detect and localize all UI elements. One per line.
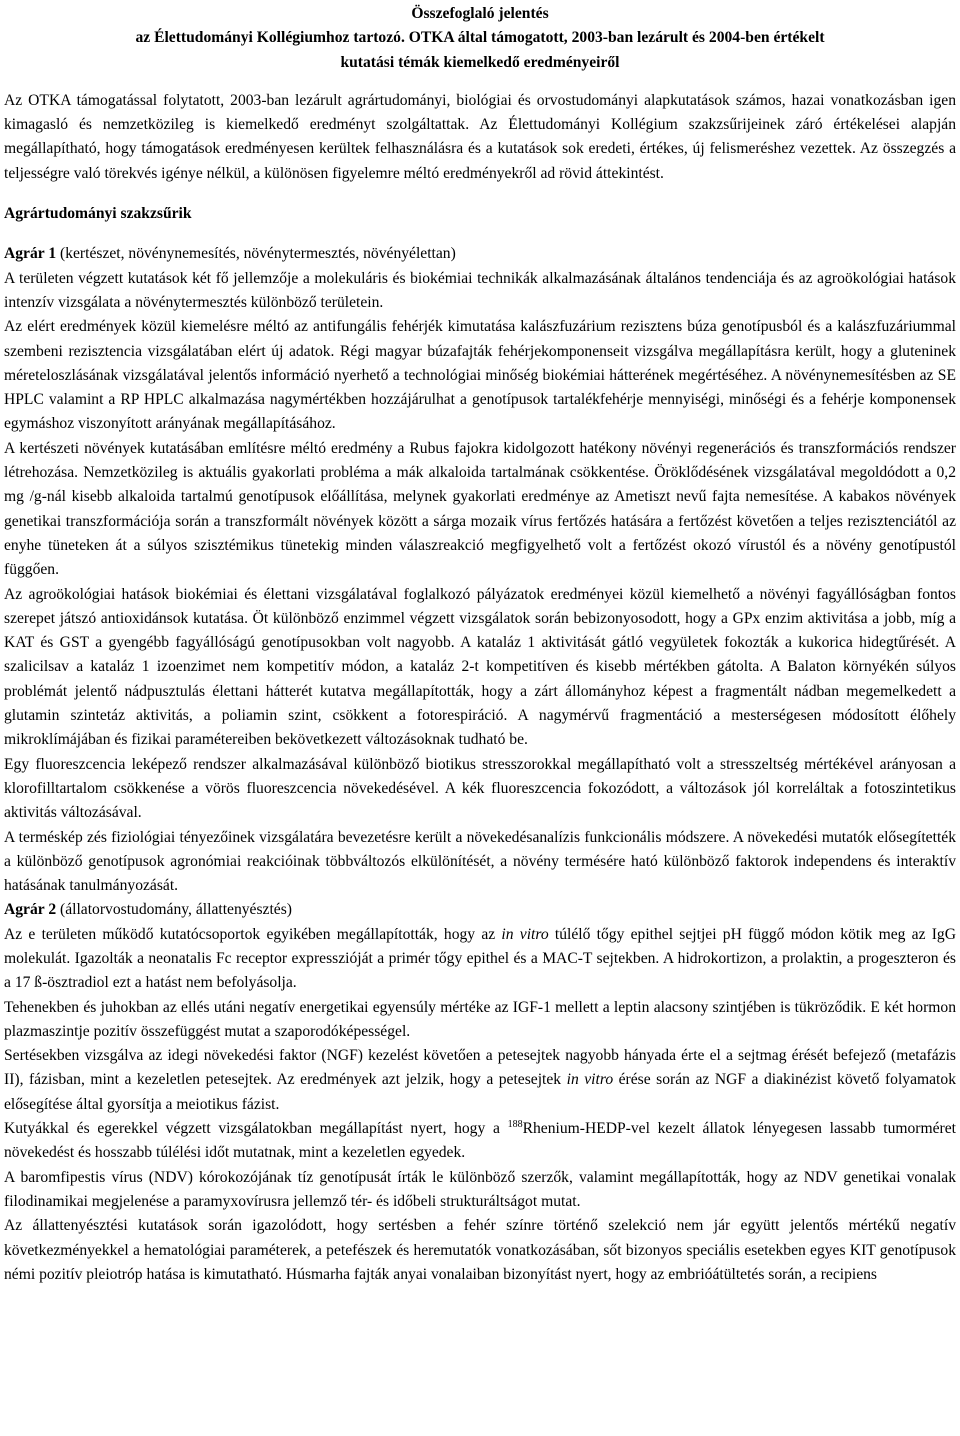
agrar-2-paragraph-5: A baromfipestis vírus (NDV) kórokozójának tíz genotípusát írták le különböző szerzők, valamint megállapították, hogy az NDV genetikai vonalak filodinamikai megjelenése a paramyxovírusra jellemző tér- és időbeli strukturáltságot mutat. — [4, 1168, 956, 1210]
agrar-1-paragraph-2: Az elért eredmények közül kiemelésre méltó az antifungális fehérjék kimutatása kalászfuzárium rezisztens búza genotípusból és a kalászfuzáriummal szembeni rezisztencia vizsgálatában elért új adatok. Régi magyar búzafajták fehérjekomponenseit vizsgálva megállapításra került, hogy a gluteninek méreteloszlásának vizsgálatával jelentős információ nyerhető a technológiai minőség biokémiai hátterének megértéséhez. A növénynemesítésben az SE HPLC valamint a RP HPLC alkalmazása nagymértékben hozzájárulhat a genotípusok tartalékfehérje mennyiségi, minőségi és a fehérje komponensek egymáshoz viszonyított arányának megállapításához. — [4, 318, 956, 433]
agrar-2-p1-text-b: túlélő tőgy epithel sejtjei pH függő módon kötik meg az IgG molekulát. Igazolták a neonatalis Fc receptor expresszióját a primér tőgy epithel és a MAC-T sejtekben. A hidrokortizon, a prolaktin, a progeszteron és a 17 ß-ösztradiol ezt a hatást nem befolyásolja. — [4, 925, 956, 992]
agrar-2-paragraph-3 — [4, 1044, 956, 1117]
agrar-2-p1-italic: in vitro — [501, 925, 549, 943]
agrar-2-paragraph-2: Tehenekben és juhokban az ellés utáni negatív energetikai egyensúly mértéke az IGF-1 mellett a leptin alacsony szintjében is tükröződik. E két hormon plazmaszintje pozitív összefüggést mutat a szaporodóképességel. — [4, 998, 956, 1040]
agrar-2-p4-text-a: Kutyákkal és egerekkel végzett vizsgálatokban megállapítást nyert, hogy a — [4, 1120, 508, 1138]
agrar-1-label: Agrár 1 — [4, 245, 57, 263]
agrar-2-p3-text-b: érése során az NGF a diakinézist követő folyamatok elősegítése által gyorsítja a meiotikus fázist. — [4, 1071, 956, 1113]
agrar-2-heading — [4, 898, 956, 922]
intro-sentence-2: Az Élettudományi Kollégium szakzsűrijeinek záró értékelései alapján megállapítható, hogy támogatások eredményesen kerültek felhasználásra és a kutatások sok eredeti, értékes, új felismeréshez vezettek. — [4, 116, 956, 158]
agrar-1-paragraph-4: Az agroökológiai hatások biokémiai és élettani vizsgálatával foglalkozó pályázatok eredményei közül kiemelhető a növényi fagyállóságban fontos szerepet játszó antioxidánsok kutatása. Öt különböző enzimmel végzett vizsgálatok során bebizonyosodott, hogy a GPx enzim aktivitása a jobb, míg a KAT és GST a gyengébb fagyállóságú genotípusokban volt nagyobb. A kataláz 1 aktivitását gátló vegyületek fokozták a kukorica hidegtűrését. A szalicilsav a kataláz 1 izoenzimet nem kompetitív módon, a kataláz 2-t kompetitíven és kisebb mértékben gátolta. A Balaton környékén súlyos problémát jelentő nádpusztulás élettani hátterét kutatva megállapították, hogy a zárt állományhoz képest a fragmentált nádban megemelkedett a glutamin szintetáz aktivitás, a poliamin szint, csökkent a fotorespiráció. A nagymérvű fragmentáció a mesterségesen módosított élőhely mikroklímájában és fizikai paramétereiben bekövetkezett változásoknak tudható be. — [4, 585, 956, 749]
intro-sentence-3: Az összegzés a teljességre való törekvés igénye nélkül, a különösen figyelemre méltó eredményekről ad rövid áttekintést. — [4, 140, 956, 182]
intro-sentence-1: Az OTKA támogatással folytatott, 2003-ban lezárult agrártudományi, biológiai és orvostudományi alapkutatások számos, hazai vonatkozásban igen kimagasló és nemzetközileg is kiemelkedő eredményt szolgáltattak. — [4, 91, 956, 134]
agrar-1-paragraph-6: A terméskép zés fiziológiai tényezőinek vizsgálatára bevezetésre került a növekedésanalízis funkcionális módszere. A növekedési mutatók elősegítették a különböző genotípusok agronómiai reakcióinak többváltozós elkülönítését, a növény termésére ható különböző faktorok independens és interaktív hatásának tanulmányozását. — [4, 828, 956, 895]
agrar-2-p3-italic: in vitro — [566, 1071, 614, 1089]
agrar-2-scope: (állatorvostudomány, állattenyésztés) — [56, 901, 292, 919]
report-title — [4, 2, 956, 75]
agrar-2-paragraph-6: Az állattenyésztési kutatások során igazolódott, hogy sertésben a fehér színre történő szelekció nem jár együtt jelentős mértékű negatív következményekkel a hematológiai paraméterek, a petefészek és heremutatók vonatkozásában, sőt bizonyos speciális esetekben egyes KIT genotípusok némi pozitív pleiotróp hatása is kimutatható. Húsmarha fajták anyai vonalaiban bizonyítást nyert, hogy az embrióátültetés során, a recipiens — [4, 1217, 956, 1283]
agrar-2-paragraph-4 — [4, 1117, 956, 1166]
agrar-2-label: Agrár 2 — [4, 901, 57, 919]
agrar-2-p4-text-b: Rhenium-HEDP-vel kezelt állatok lényegesen lassabb tumorméret növekedést és hosszabb túlélési időt mutatnak, mint a kezeletlen egyedek. — [4, 1120, 956, 1162]
section-heading: Agrártudományi szakzsűrik — [4, 205, 192, 223]
agrar-2-paragraph-1 — [4, 923, 956, 996]
report-title-line-3: kutatási témák kiemelkedő eredményeiről — [340, 53, 620, 71]
intro-paragraph — [4, 89, 956, 186]
report-title-line-2: az Élettudományi Kollégiumhoz tartozó. OTKA által támogatott, 2003-ban lezárult és 2004-ben értékelt — [135, 29, 825, 47]
agrar-1-paragraph-5: Egy fluoreszcencia leképező rendszer alkalmazásával különböző biotikus stresszorokkal megállapítható volt a stresszeltség mértékével arányosan a klorofilltartalom csökkenése a vörös fluoreszcencia növekedésével. A kék fluoreszcencia fokozódott, a változások jól korreláltak a fotoszintetikus aktivitás változásával. — [4, 755, 956, 822]
agrar-1-scope: (kertészet, növénynemesítés, növénytermesztés, növényélettan) — [56, 245, 456, 263]
agrar-2-p1-text-a: Az e területen működő kutatócsoportok egyikében megállapították, hogy az — [4, 925, 502, 943]
agrar-1-heading — [4, 242, 956, 266]
agrar-1-paragraph-3: A kertészeti növények kutatásában említésre méltó eredmény a Rubus fajokra kidolgozott hatékony növényi regenerációs és transzformációs rendszer létrehozása. Nemzetközileg is aktuális gyakorlati probléma a mák alkaloida tartalmának csökkentése. Öröklődésének vizsgálatával megoldódott a 0,2 mg /g-nál kisebb alkaloida tartalmú genotípusok előállítása, melynek gyakorlati eredménye az Ametiszt nevű fajta nemesítése. A kabakos növények genetikai transzformációja során a transzformált növények között a sárga mozaik vírus fertőzés hatására a fertőzést követően a teljes rezisztenciától az enyhe tüneteken át a súlyos szisztémikus tünetekig minden válaszreakció megfigyelhető volt a fertőzést okozó vírustól és a növény genotípustól függően. — [4, 439, 956, 579]
report-title-line-1: Összefoglaló jelentés — [411, 5, 549, 22]
agrar-1-paragraph-1: A területen végzett kutatások két fő jellemzője a molekuláris és biokémiai technikák alkalmazásának általános tendenciája és az agroökológiai hatások intenzív vizsgálata a növénytermesztés különböző területein. — [4, 269, 956, 311]
agrar-2-p3-text-a: Sertésekben vizsgálva az idegi növekedési faktor (NGF) kezelést követően a petesejtek nagyobb hányada érte el a sejtmag érését befejező (metafázis II), fázisban, mint a kezeletlen petesejtek. Az eredmények azt jelzik, hogy a petesejtek — [4, 1047, 956, 1089]
isotope-superscript: 188 — [507, 1118, 523, 1130]
